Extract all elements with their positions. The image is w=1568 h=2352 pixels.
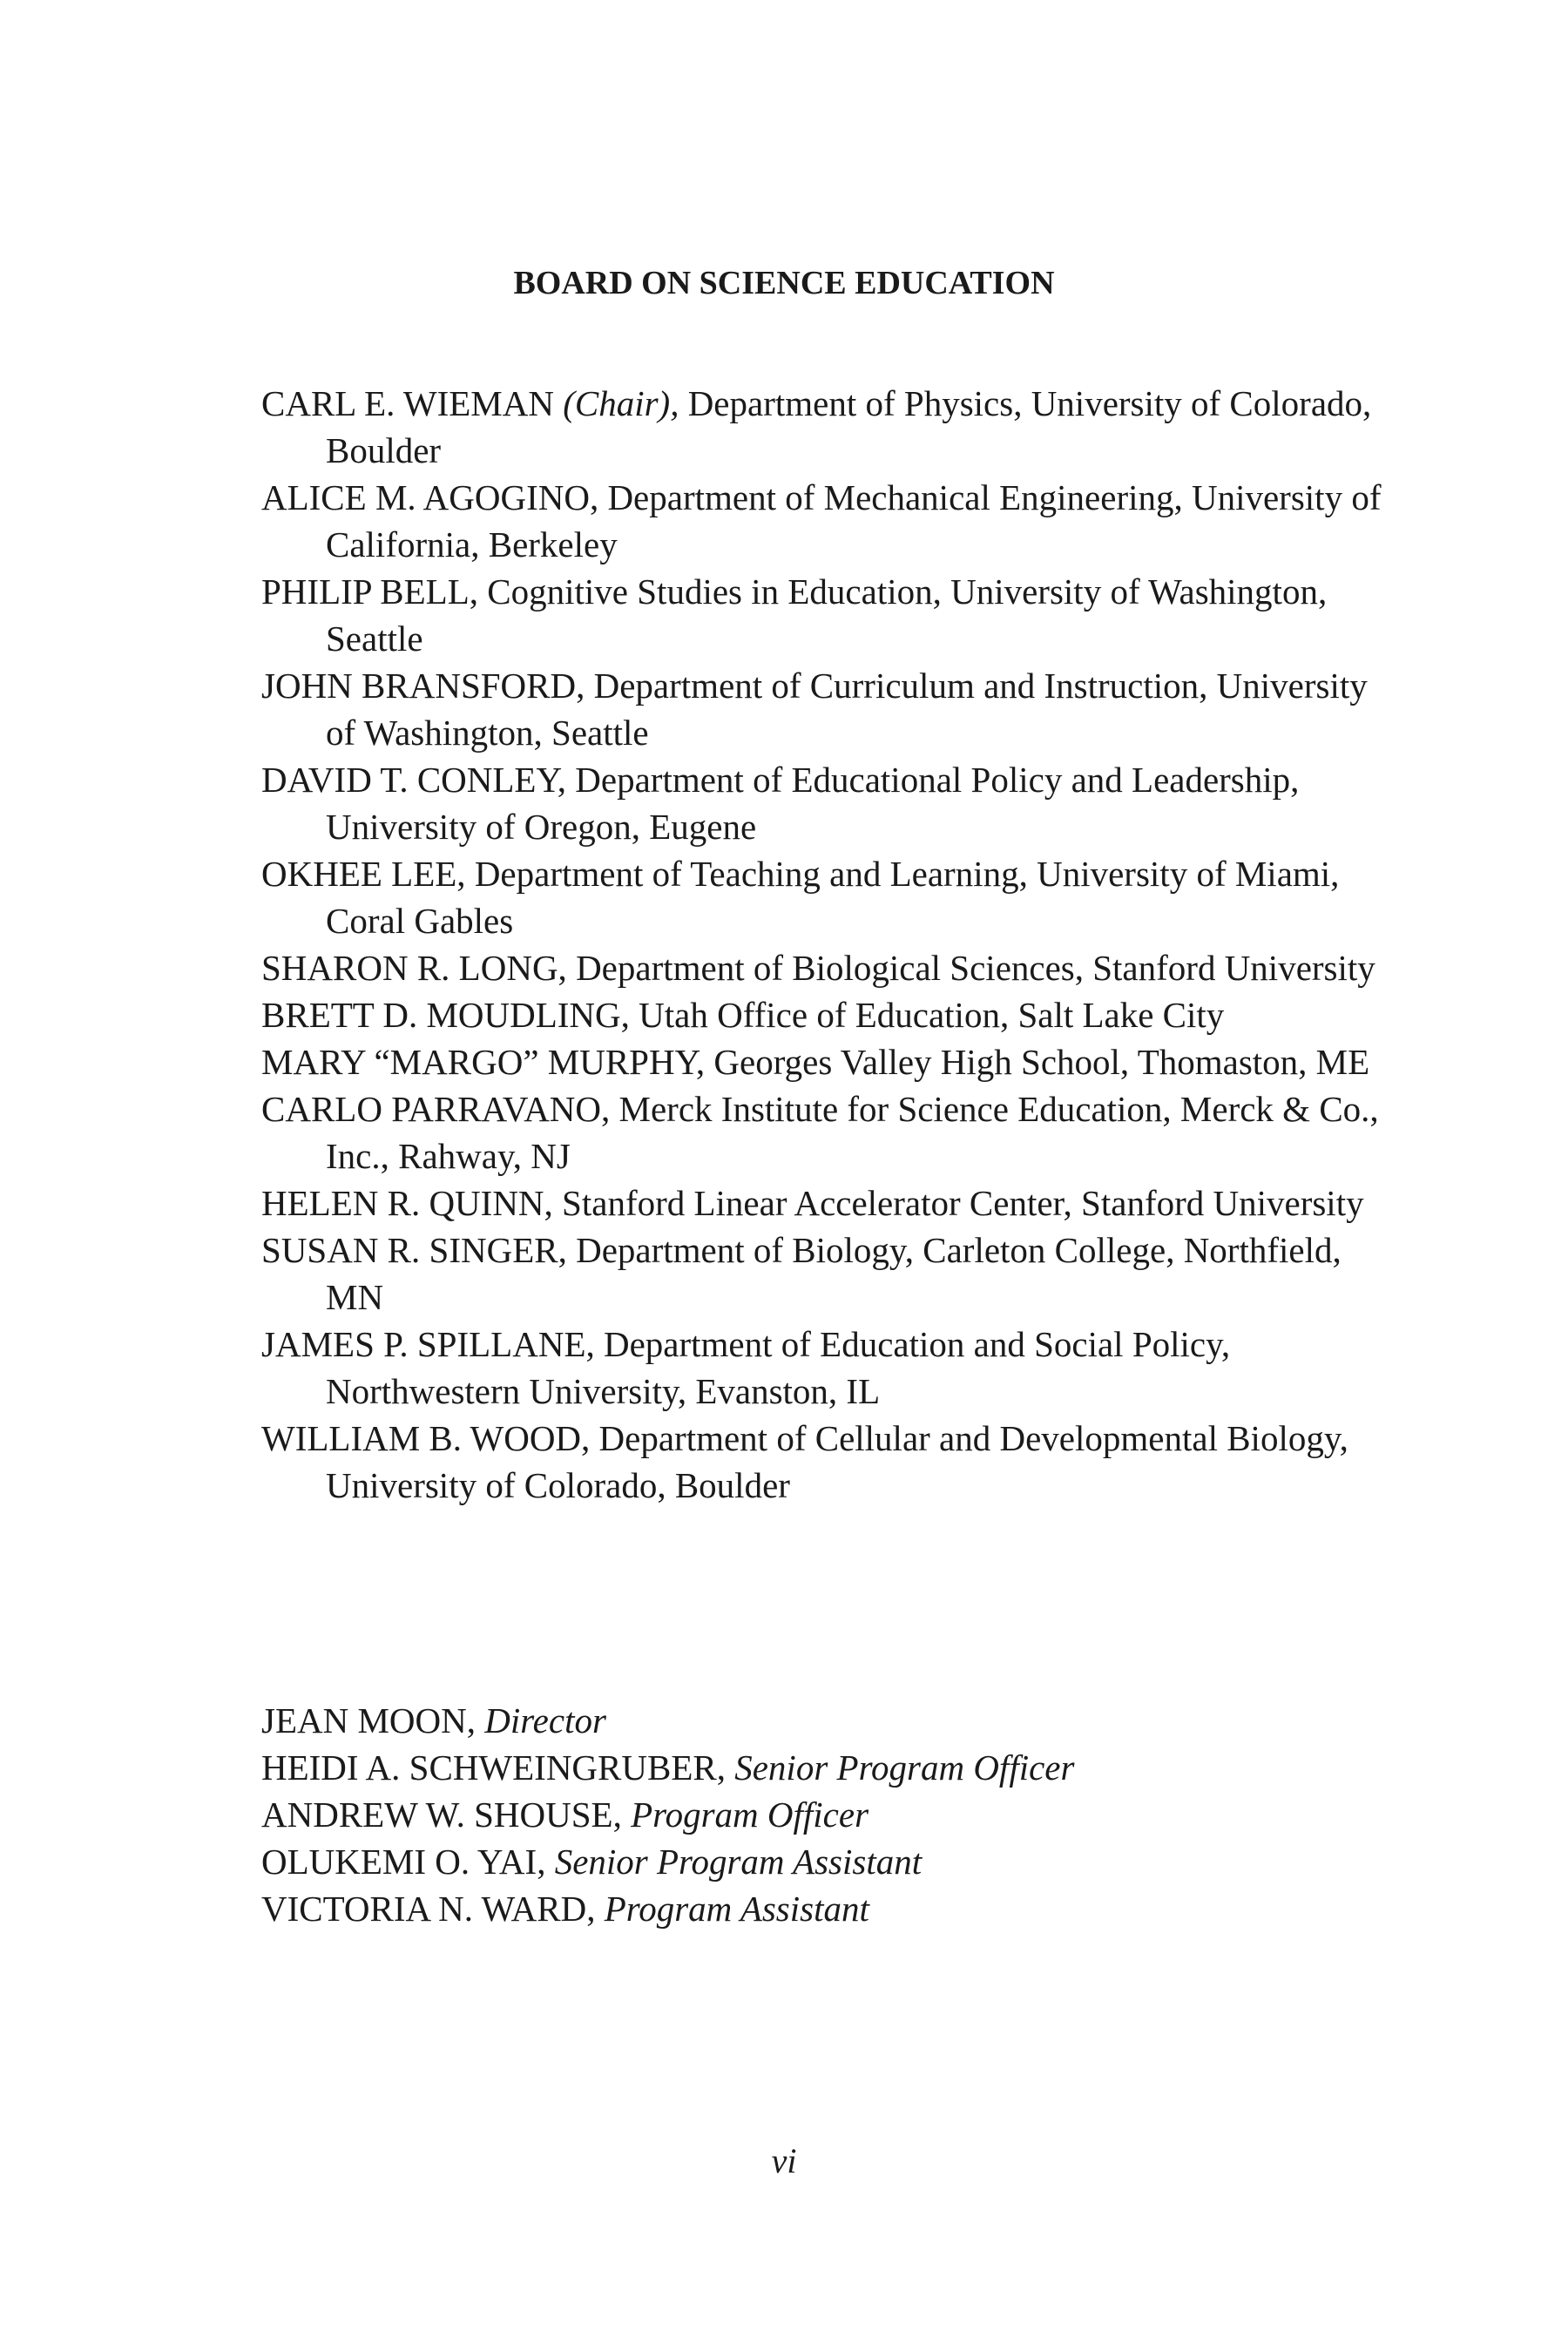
- board-member-list: [261, 380, 1394, 1509]
- staff-role: Director: [484, 1700, 606, 1740]
- member-affiliation: Georges Valley High School, Thomaston, ME: [713, 1042, 1370, 1082]
- member-affiliation: Department of Education and Social Policy, Northwestern University, Evanston, IL: [326, 1324, 1231, 1411]
- member-affiliation: Department of Physics, University of Colorado, Boulder: [326, 383, 1372, 470]
- member-name: BRETT D. MOUDLING,: [261, 995, 630, 1035]
- staff-name: ANDREW W. SHOUSE,: [261, 1794, 622, 1835]
- member-name: MARY “MARGO” MURPHY,: [261, 1042, 706, 1082]
- member-name: WILLIAM B. WOOD,: [261, 1418, 591, 1458]
- member-entry: [261, 474, 1394, 568]
- member-entry: [261, 756, 1394, 850]
- chair-note: (Chair),: [563, 383, 679, 423]
- member-name: CARLO PARRAVANO,: [261, 1089, 611, 1129]
- member-affiliation: Utah Office of Education, Salt Lake City: [639, 995, 1225, 1035]
- member-entry: [261, 1038, 1394, 1085]
- staff-role: Program Assistant: [604, 1889, 869, 1929]
- member-entry: [261, 944, 1394, 991]
- member-name: PHILIP BELL,: [261, 571, 479, 612]
- member-affiliation: Stanford Linear Accelerator Center, Stanford University: [562, 1183, 1364, 1223]
- member-affiliation: Department of Educational Policy and Leadership, University of Oregon, Eugene: [326, 760, 1300, 847]
- member-name: OKHEE LEE,: [261, 854, 466, 894]
- member-affiliation: Department of Mechanical Engineering, University of California, Berkeley: [326, 477, 1382, 564]
- page-number: vi: [771, 2141, 797, 2180]
- member-entry: [261, 1321, 1394, 1415]
- member-name: HELEN R. QUINN,: [261, 1183, 553, 1223]
- member-entry: [261, 1179, 1394, 1227]
- member-affiliation: Merck Institute for Science Education, Merck & Co., Inc., Rahway, NJ: [326, 1089, 1379, 1176]
- staff-entry: [261, 1697, 1394, 1744]
- member-affiliation: Department of Teaching and Learning, University of Miami, Coral Gables: [326, 854, 1340, 941]
- staff-role: Program Officer: [631, 1794, 869, 1835]
- staff-name: OLUKEMI O. YAI,: [261, 1842, 546, 1882]
- staff-name: JEAN MOON,: [261, 1700, 476, 1740]
- staff-role: Senior Program Officer: [734, 1747, 1075, 1788]
- member-name: JOHN BRANSFORD,: [261, 666, 585, 706]
- member-entry: [261, 380, 1394, 474]
- member-name: SHARON R. LONG,: [261, 948, 567, 988]
- staff-entry: [261, 1744, 1394, 1791]
- member-entry: [261, 1415, 1394, 1509]
- member-entry: [261, 662, 1394, 756]
- member-name: SUSAN R. SINGER,: [261, 1230, 567, 1270]
- member-name: DAVID T. CONLEY,: [261, 760, 567, 800]
- member-entry: [261, 1227, 1394, 1321]
- member-entry: [261, 991, 1394, 1038]
- member-entry: [261, 850, 1394, 944]
- member-affiliation: Department of Cellular and Developmental Biology, University of Colorado, Boulder: [326, 1418, 1348, 1505]
- staff-name: VICTORIA N. WARD,: [261, 1889, 596, 1929]
- member-name: ALICE M. AGOGINO,: [261, 477, 599, 517]
- staff-entry: [261, 1885, 1394, 1932]
- member-affiliation: Department of Curriculum and Instruction, University of Washington, Seattle: [326, 666, 1368, 753]
- member-entry: [261, 1085, 1394, 1179]
- member-name: JAMES P. SPILLANE,: [261, 1324, 595, 1364]
- member-affiliation: Cognitive Studies in Education, University of Washington, Seattle: [326, 571, 1328, 659]
- member-affiliation: Department of Biological Sciences, Stanford University: [576, 948, 1375, 988]
- staff-role: Senior Program Assistant: [554, 1842, 923, 1882]
- member-entry: [261, 568, 1394, 662]
- staff-list: [261, 1697, 1394, 1932]
- staff-entry: [261, 1791, 1394, 1838]
- board-title: BOARD ON SCIENCE EDUCATION: [513, 265, 1055, 301]
- staff-name: HEIDI A. SCHWEINGRUBER,: [261, 1747, 726, 1788]
- member-name: CARL E. WIEMAN: [261, 383, 554, 423]
- staff-entry: [261, 1838, 1394, 1885]
- member-affiliation: Department of Biology, Carleton College, Northfield, MN: [326, 1230, 1342, 1317]
